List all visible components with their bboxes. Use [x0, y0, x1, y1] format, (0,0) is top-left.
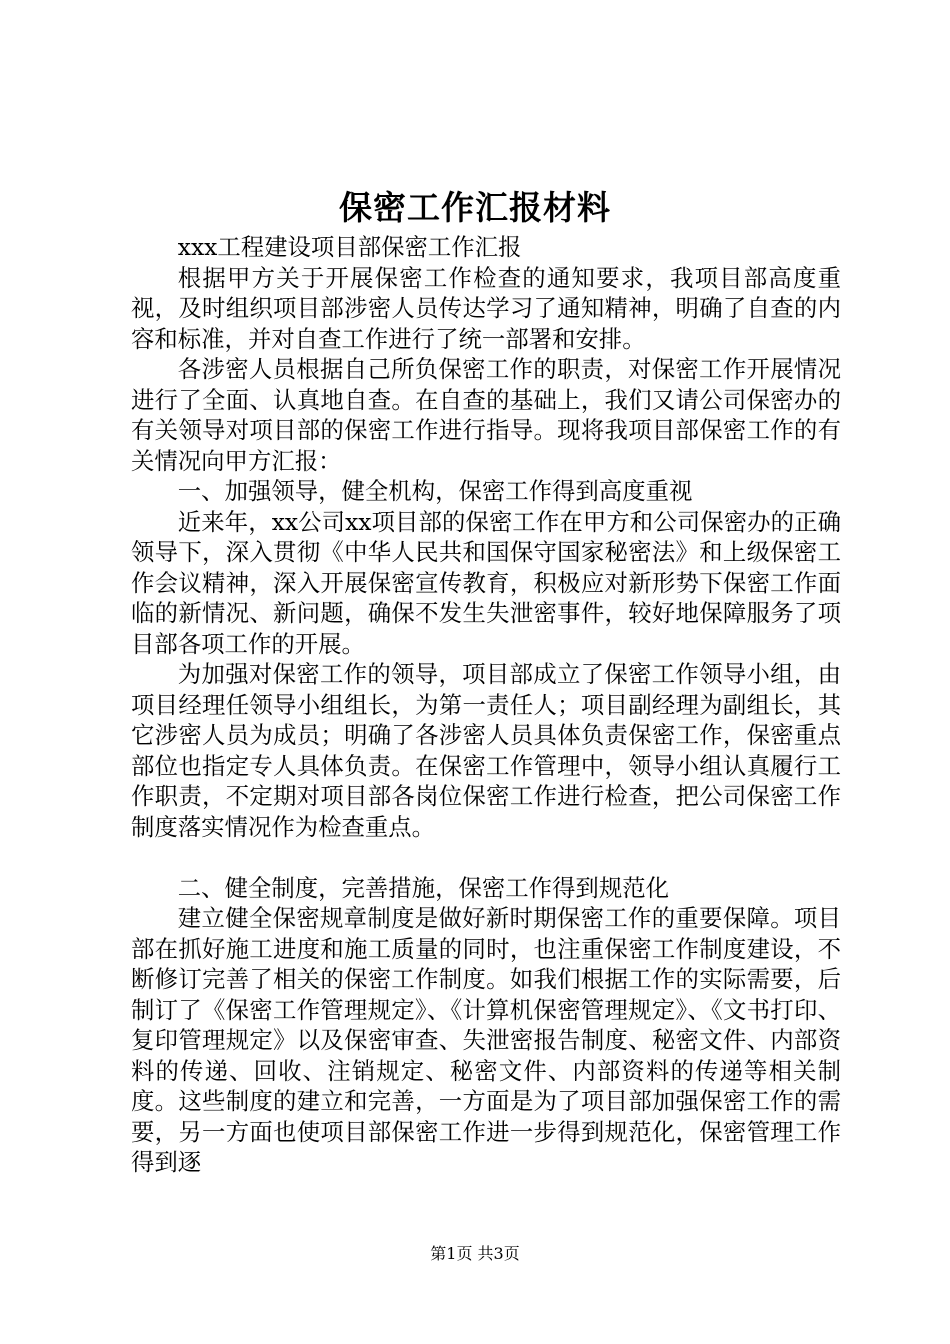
document-body: [131, 232, 841, 1178]
section-heading: 一、加强领导，健全机构，保密工作得到高度重视: [177, 477, 693, 505]
paragraph: 各涉密人员根据自己所负保密工作的职责，对保密工作开展情况进行了全面、认真地自查。在自查的基础上，我们又请公司保密办的有关领导对项目部的保密工作进行指导。现将我项目部保密工作的有关情况向甲方汇报：: [131, 355, 841, 475]
document-title: 保密工作汇报材料: [339, 188, 611, 227]
paragraph: 根据甲方关于开展保密工作检查的通知要求，我项目部高度重视，及时组织项目部涉密人员传达学习了通知精神，明确了自查的内容和标准，并对自查工作进行了统一部署和安排。: [131, 263, 841, 353]
paragraph-spacer: [131, 842, 841, 873]
paragraph: 建立健全保密规章制度是做好新时期保密工作的重要保障。项目部在抓好施工进度和施工质量的同时，也注重保密工作制度建设，不断修订完善了相关的保密工作制度。如我们根据工作的实际需要，后制订了《保密工作管理规定》、《计算机保密管理规定》、《文书打印、复印管理规定》以及保密审查、失泄密报告制度、秘密文件、内部资料的传递、回收、注销规定、秘密文件、内部资料的传递等相关制度。这些制度的建立和完善，一方面是为了项目部加强保密工作的需要，另一方面也使项目部保密工作进一步得到规范化，保密管理工作得到逐: [131, 904, 841, 1176]
report-subtitle: xxx工程建设项目部保密工作汇报: [177, 233, 522, 261]
section-heading: 二、健全制度，完善措施，保密工作得到规范化: [177, 873, 669, 902]
paragraph: 为加强对保密工作的领导，项目部成立了保密工作领导小组，由项目经理任领导小组组长，为第一责任人；项目副经理为副组长，其它涉密人员为成员；明确了各涉密人员具体负责保密工作，保密重点部位也指定专人具体负责。在保密工作管理中，领导小组认真履行工作职责，不定期对项目部各岗位保密工作进行检查，把公司保密工作制度落实情况作为检查重点。: [131, 660, 841, 841]
paragraph: 近来年，xx公司xx项目部的保密工作在甲方和公司保密办的正确领导下，深入贯彻《中华人民共和国保守国家秘密法》和上级保密工作会议精神，深入开展保密宣传教育，积极应对新形势下保密工作面临的新情况、新问题，确保不发生失泄密事件，较好地保障服务了项目部各项工作的开展。: [131, 507, 841, 658]
page-number: 第1页 共3页: [430, 1244, 520, 1263]
